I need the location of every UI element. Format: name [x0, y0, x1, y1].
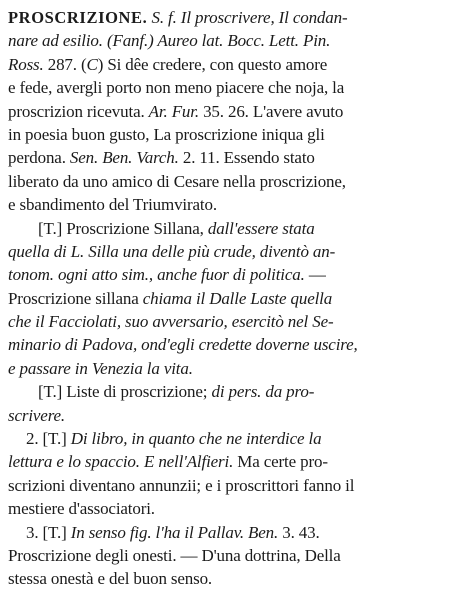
entry-line [8, 193, 466, 216]
text-segment: dall'essere stata [207, 218, 315, 238]
text-segment: chiama il Dalle Laste quella [142, 288, 333, 308]
entry-line [8, 29, 466, 52]
entry-line [8, 170, 466, 193]
text-segment: Proscrizione degli onesti. — D'una dottrina, Della [8, 545, 341, 565]
text-segment: 2. [T.] [26, 429, 71, 449]
text-segment: 35. 26. L'avere avuto [198, 101, 344, 121]
entry-line [8, 240, 466, 263]
text-segment: Di libro, in quanto che ne interdice la [70, 429, 322, 449]
text-segment: e fede, avergli porto non meno piacere che noja, la [8, 78, 345, 98]
entry-line [8, 380, 466, 403]
text-segment: In senso fig. l'ha il Pallav. Ben. [70, 522, 279, 542]
text-segment: S. f. Il proscrivere, Il condan- [151, 8, 348, 27]
text-segment: stessa onestà e del buon senso. [8, 569, 213, 589]
text-segment: Sen. Ben. Varch. [69, 148, 179, 168]
text-segment: Ma certe pro- [233, 452, 328, 472]
text-segment: Ar. Fur. [148, 101, 199, 121]
entry-line [8, 100, 466, 123]
entry-line [8, 544, 466, 567]
entry-line [8, 53, 466, 76]
text-segment: [T.] Proscrizione Sillana, [38, 218, 208, 238]
entry-line [8, 217, 466, 240]
text-segment: Ross. [8, 54, 44, 74]
text-segment: in poesia buon gusto, La proscrizione iniqua gli [8, 124, 325, 144]
text-segment: liberato da uno amico di Cesare nella proscrizione, [8, 171, 346, 191]
text-segment: scrizioni diventano annunzii; e i proscrittori fanno il [8, 475, 355, 495]
entry-line [8, 497, 466, 520]
entry-line [8, 310, 466, 333]
entry-line [8, 146, 466, 169]
text-segment: [T.] Liste di proscrizione; [38, 382, 212, 402]
text-segment: perdona. [8, 148, 70, 168]
entry-line [8, 474, 466, 497]
text-segment: lettura e lo spaccio. E nell'Alfieri. [8, 452, 234, 472]
entry-line [8, 521, 466, 544]
entry-line [8, 6, 466, 29]
entry-line [8, 333, 466, 356]
text-segment: Proscrizione sillana [8, 288, 143, 308]
entry-line [8, 123, 466, 146]
text-segment: C [86, 54, 98, 74]
text-segment: ) Si dêe credere, con questo amore [97, 54, 328, 74]
text-segment: 3. [T.] [26, 522, 71, 542]
text-segment: 3. 43. [278, 522, 320, 542]
headword: PROSCRIZIONE. [8, 8, 148, 27]
text-segment: 287. ( [43, 54, 87, 74]
text-segment: e sbandimento del Triumvirato. [8, 195, 217, 215]
entry-line [8, 427, 466, 450]
text-segment: proscrizion ricevuta. [8, 101, 149, 121]
text-segment: — [304, 265, 326, 285]
text-segment: nare ad esilio. (Fanf.) Aureo lat. Bocc. Lett. Pin. [8, 31, 331, 51]
entry-line [8, 76, 466, 99]
text-segment: che il Facciolati, suo avversario, esercitò nel Se- [8, 312, 334, 332]
text-segment: quella di L. Silla una delle più crude, diventò an- [8, 241, 336, 261]
text-segment: e passare in Venezia la vita. [8, 358, 193, 378]
text-segment: scrivere. [8, 405, 66, 425]
entry-line [8, 287, 466, 310]
text-segment: di pers. da pro- [211, 382, 315, 402]
text-segment: 2. 11. Essendo stato [178, 148, 315, 168]
entry-line [8, 567, 466, 590]
entry-line [8, 263, 466, 286]
entry-line [8, 450, 466, 473]
text-segment: minario di Padova, ond'egli credette doverne uscire, [8, 335, 358, 355]
entry-line [8, 404, 466, 427]
text-segment: tonom. ogni atto sim., anche fuor di politica. [8, 265, 305, 285]
text-segment: mestiere d'associatori. [8, 499, 155, 519]
dictionary-entry [8, 6, 466, 591]
entry-line [8, 357, 466, 380]
